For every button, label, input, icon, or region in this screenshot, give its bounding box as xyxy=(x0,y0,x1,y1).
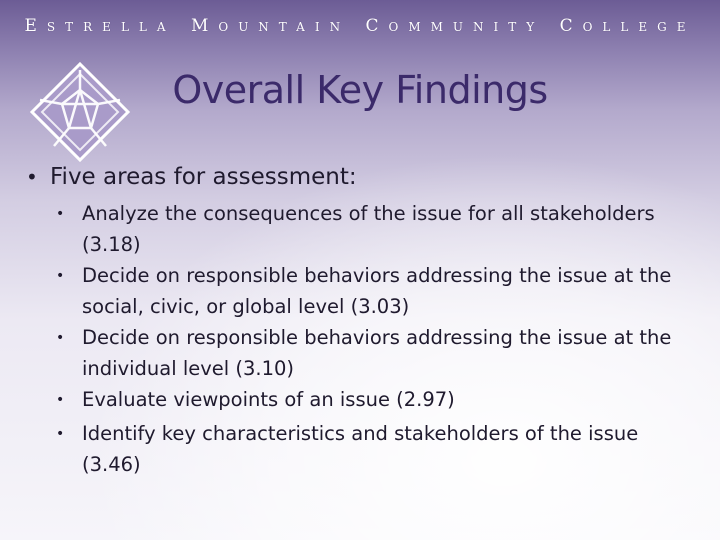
bullet-icon: • xyxy=(26,165,38,189)
slide-content xyxy=(26,160,696,480)
sub-bullet-text: Decide on responsible behaviors addressing the issue at the individual level (3.10) xyxy=(82,326,672,380)
bullet-icon: • xyxy=(56,392,65,408)
college-logo-icon xyxy=(28,60,132,164)
bullet-icon: • xyxy=(56,330,65,346)
sub-bullet-text: Analyze the consequences of the issue for all stakeholders (3.18) xyxy=(82,202,655,256)
list-item xyxy=(56,418,696,480)
sub-bullet-list xyxy=(26,198,696,480)
bullet-icon: • xyxy=(56,426,65,442)
list-item xyxy=(56,322,696,384)
list-item xyxy=(56,260,696,322)
header-banner xyxy=(0,0,720,52)
sub-bullet-text: Decide on responsible behaviors addressing the issue at the social, civic, or global level (3.03) xyxy=(82,264,672,318)
bullet-icon: • xyxy=(56,206,65,222)
sub-bullet-text: Evaluate viewpoints of an issue (2.97) xyxy=(82,388,455,411)
sub-bullet-text: Identify key characteristics and stakeholders of the issue (3.46) xyxy=(82,422,639,476)
list-item xyxy=(56,384,696,418)
slide-title: Overall Key Findings xyxy=(172,68,548,112)
institution-name: Estrella Mountain Community College xyxy=(24,16,696,36)
list-item xyxy=(56,198,696,260)
main-bullet-text: Five areas for assessment: xyxy=(50,164,357,190)
main-bullet xyxy=(26,160,696,194)
bullet-icon: • xyxy=(56,268,65,284)
